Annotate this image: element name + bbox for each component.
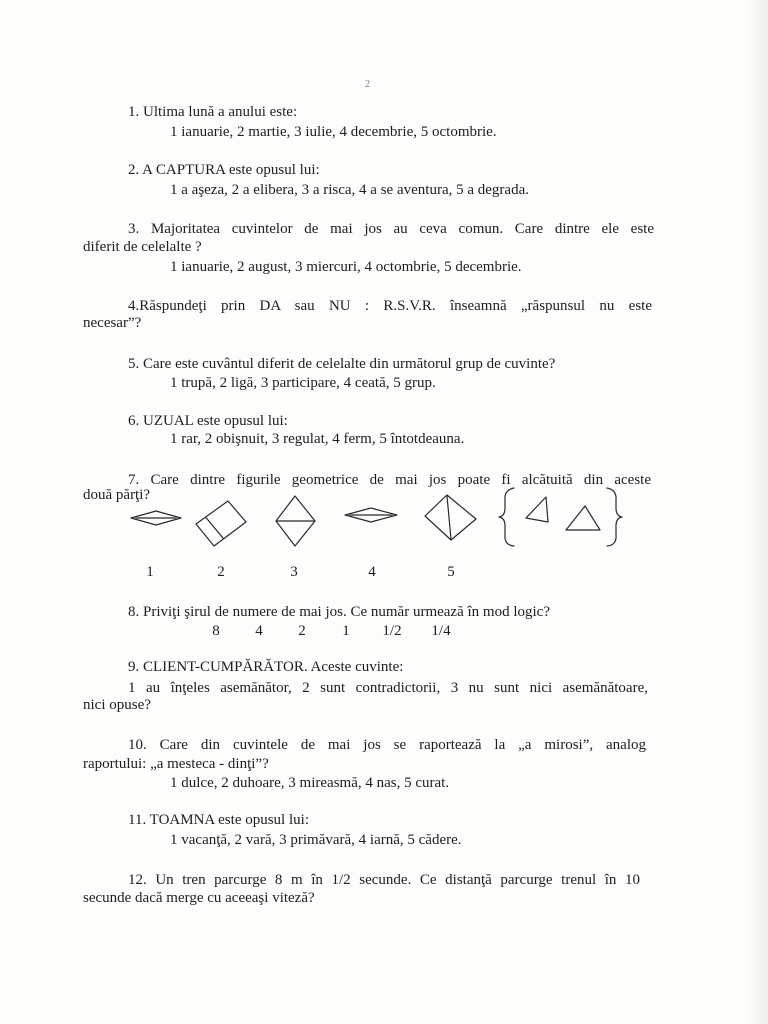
question-9-options-line-1: 1 au înţeles asemănător, 2 sunt contradictorii, 3 nu sunt nici asemănătoare,	[128, 680, 648, 696]
figure-3-outline	[276, 496, 315, 546]
figure-label-1: 1	[146, 564, 154, 580]
question-12-line-1: 12. Un tren parcurge 8 m în 1/2 secunde. Ce distanţă parcurge trenul în 10	[128, 872, 640, 888]
question-5-text: 5. Care este cuvântul diferit de celelalte din următorul grup de cuvinte?	[128, 356, 556, 372]
question-2-text: 2. A CAPTURA este opusul lui:	[128, 162, 320, 178]
figure-2-outline	[196, 501, 246, 546]
question-1-text: 1. Ultima lună a anului este:	[128, 104, 298, 120]
question-1-options: 1 ianuarie, 2 martie, 3 iulie, 4 decembrie, 5 octombrie.	[170, 124, 497, 140]
question-7-line-2: două părţi?	[83, 487, 151, 503]
scan-edge-shadow	[746, 0, 768, 1024]
sequence-item: 4	[255, 623, 263, 639]
question-12-line-2: secunde dacă merge cu aceeaşi viteză?	[83, 890, 315, 906]
figure-4	[345, 508, 397, 522]
question-11-text: 11. TOAMNA este opusul lui:	[128, 812, 309, 828]
figure-label-4: 4	[368, 564, 376, 580]
question-5-options: 1 trupă, 2 ligă, 3 participare, 4 ceată, 5 grup.	[170, 375, 436, 391]
figure-label-3: 3	[290, 564, 298, 580]
part-triangle-1	[526, 497, 548, 522]
question-3-line-1: 3. Majoritatea cuvintelor de mai jos au ceva comun. Care dintre ele este	[128, 221, 654, 237]
question-7-line-1: 7. Care dintre figurile geometrice de mai jos poate fi alcătuită din aceste	[128, 472, 651, 488]
figure-3	[276, 496, 315, 546]
question-11-options: 1 vacanţă, 2 vară, 3 primăvară, 4 iarnă, 5 cădere.	[170, 832, 462, 848]
figure-2-divider	[206, 517, 224, 539]
right-brace	[607, 488, 622, 546]
question-6-text: 6. UZUAL este opusul lui:	[128, 413, 288, 429]
part-triangle-2	[566, 506, 600, 530]
figure-5-divider	[447, 496, 451, 539]
page-number: 2	[365, 79, 370, 90]
question-8-text: 8. Priviţi şirul de numere de mai jos. Ce număr urmează în mod logic?	[128, 604, 550, 620]
question-10-line-1: 10. Care din cuvintele de mai jos se raportează la „a mirosi”, analog	[128, 737, 646, 753]
question-10-options: 1 dulce, 2 duhoare, 3 mireasmă, 4 nas, 5 curat.	[170, 775, 450, 791]
figure-label-5: 5	[447, 564, 455, 580]
sequence-item: 2	[298, 623, 306, 639]
figure-2	[196, 501, 246, 546]
figure-5	[425, 495, 476, 540]
sequence-item: 8	[212, 623, 220, 639]
figure-5-outline	[425, 495, 476, 540]
question-4-line-1: 4.Răspundeţi prin DA sau NU : R.S.V.R. înseamnă „răspunsul nu este	[128, 298, 652, 314]
sequence-item: 1	[342, 623, 350, 639]
question-2-options: 1 a aşeza, 2 a elibera, 3 a risca, 4 a se aventura, 5 a degrada.	[170, 182, 529, 198]
question-9-text: 9. CLIENT-CUMPĂRĂTOR. Aceste cuvinte:	[128, 659, 404, 675]
figure-label-2: 2	[217, 564, 225, 580]
question-3-options: 1 ianuarie, 2 august, 3 miercuri, 4 octombrie, 5 decembrie.	[170, 259, 522, 275]
question-6-options: 1 rar, 2 obişnuit, 3 regulat, 4 ferm, 5 întotdeauna.	[170, 431, 465, 447]
left-brace	[499, 488, 514, 546]
question-3-line-2: diferit de celelalte ?	[83, 239, 202, 255]
figure-1	[131, 511, 181, 525]
figure-4-outline	[345, 508, 397, 522]
sequence-item: 1/2	[382, 623, 402, 639]
question-10-line-2: raportului: „a mesteca - dinţi”?	[83, 756, 269, 772]
sequence-item: 1/4	[431, 623, 451, 639]
question-9-options-line-2: nici opuse?	[83, 697, 151, 713]
figure-1-outline	[131, 511, 181, 525]
question-4-line-2: necesar”?	[83, 315, 142, 331]
